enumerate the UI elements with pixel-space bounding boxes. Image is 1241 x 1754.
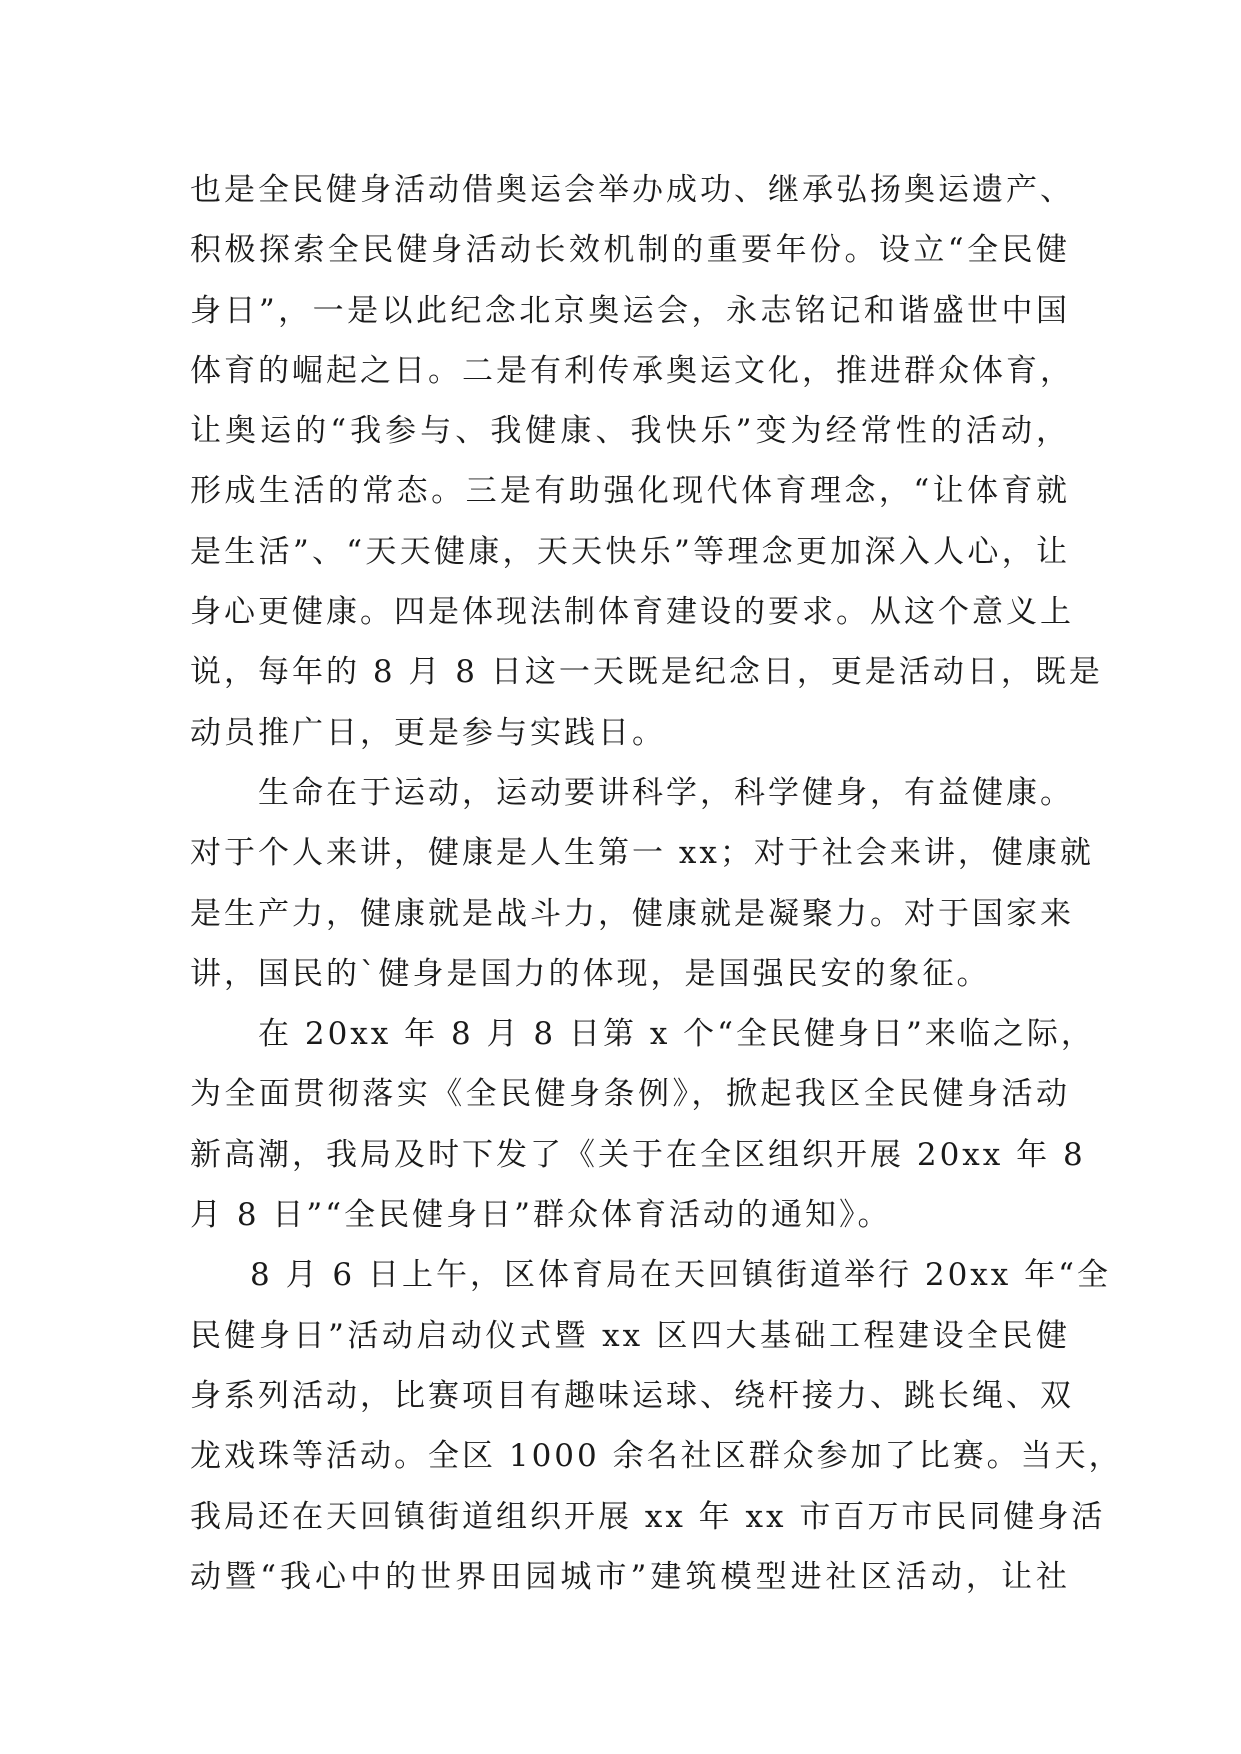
- text-line: 新高潮，我局及时下发了《关于在全区组织开展 20xx 年 8: [190, 1136, 1086, 1173]
- text-line: 身日”，一是以此纪念北京奥运会，永志铭记和谐盛世中国: [190, 292, 1070, 329]
- text-line: 是生产力，健康就是战斗力，健康就是凝聚力。对于国家来: [190, 895, 1074, 932]
- text-line: 月 8 日”“全民健身日”群众体育活动的通知》。: [190, 1197, 892, 1234]
- paragraph-fitness-day-significance: [190, 160, 1103, 763]
- paragraph-launch-ceremony: [190, 1245, 1123, 1607]
- text-line: 动员推广日，更是参与实践日。: [190, 714, 666, 751]
- text-line: 形成生活的常态。三是有助强化现代体育理念，“让体育就: [190, 473, 1070, 510]
- body-text: [190, 160, 1123, 1607]
- text-line: 对于个人来讲，健康是人生第一 xx；对于社会来讲，健康就: [190, 835, 1094, 872]
- text-line: 身系列活动，比赛项目有趣味运球、绕杆接力、跳长绳、双: [190, 1377, 1074, 1414]
- text-line: 8 月 6 日上午，区体育局在天回镇街道举行 20xx 年“全: [250, 1257, 1111, 1294]
- text-line: 说，每年的 8 月 8 日这一天既是纪念日，更是活动日，既是: [190, 654, 1103, 691]
- text-line: 生命在于运动，运动要讲科学，科学健身，有益健康。: [258, 774, 1074, 811]
- text-line: 体育的崛起之日。二是有利传承奥运文化，推进群众体育，: [190, 352, 1074, 389]
- text-line: 积极探索全民健身活动长效机制的重要年份。设立“全民健: [190, 232, 1070, 269]
- paragraph-life-in-motion: [190, 763, 1094, 1004]
- text-line: 动暨“我心中的世界田园城市”建筑模型进社区活动，让社: [190, 1558, 1070, 1595]
- text-line: 民健身日”活动启动仪式暨 xx 区四大基础工程建设全民健: [190, 1317, 1070, 1354]
- text-line: 是生活”、“天天健康，天天快乐”等理念更加深入人心，让: [190, 533, 1070, 570]
- text-line: 为全面贯彻落实《全民健身条例》，掀起我区全民健身活动: [190, 1076, 1070, 1113]
- text-line: 龙戏珠等活动。全区 1000 余名社区群众参加了比赛。当天，: [190, 1438, 1123, 1475]
- text-line: 在 20xx 年 8 月 8 日第 x 个“全民健身日”来临之际，: [258, 1016, 1095, 1053]
- text-line: 也是全民健身活动借奥运会举办成功、继承弘扬奥运遗产、: [190, 172, 1074, 208]
- text-line: 我局还在天回镇街道组织开展 xx 年 xx 市百万市民同健身活: [190, 1498, 1106, 1535]
- text-line: 让奥运的“我参与、我健康、我快乐”变为经常性的活动，: [190, 413, 1070, 450]
- text-line: 身心更健康。四是体现法制体育建设的要求。从这个意义上: [190, 594, 1074, 631]
- text-line: 讲，国民的`健身是国力的体现，是国强民安的象征。: [190, 955, 991, 992]
- paragraph-notice-issued: [190, 1004, 1095, 1245]
